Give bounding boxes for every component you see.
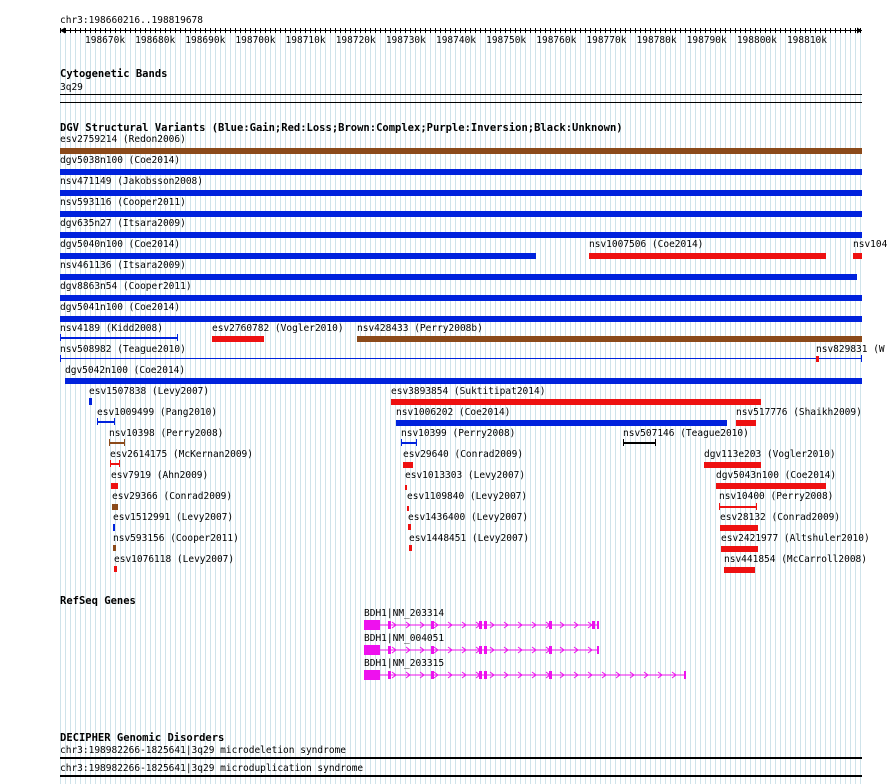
dgv-feature-label[interactable]: nsv10399 (Perry2008) [401,428,516,439]
exon [479,671,482,679]
ruler-region: chr3:198660216..198819678 [60,15,203,26]
exon [549,671,552,679]
ruler-tick-label: 198690k [185,35,226,46]
dgv-feature-label[interactable]: esv1009499 (Pang2010) [97,407,218,418]
exon [479,646,482,654]
dgv-feature-label[interactable]: esv2760782 (Vogler2010) [212,323,344,334]
dgv-feature-label[interactable]: nsv10398 (Perry2008) [109,428,224,439]
ruler-tick-label: 198750k [486,35,527,46]
ruler-tick-label: 198670k [85,35,126,46]
dgv-feature-label[interactable]: dgv5040n100 (Coe2014) [60,239,181,250]
dgv-feature-label[interactable]: esv29640 (Conrad2009) [403,449,524,460]
dgv-feature-label[interactable]: nsv507146 (Teague2010) [623,428,749,439]
dgv-feature-label[interactable]: dgv5041n100 (Coe2014) [60,302,181,313]
ruler-tick-label: 198800k [736,35,777,46]
dgv-feature-label[interactable]: dgv113e203 (Vogler2010) [704,449,836,460]
dgv-feature-label[interactable]: esv1448451 (Levy2007) [409,533,530,544]
ruler-tick-label: 198790k [686,35,727,46]
dgv-feature-label[interactable]: dgv5042n100 (Coe2014) [65,365,186,376]
ruler-tick-label: 198740k [435,35,477,46]
exon [684,671,686,679]
refseq-track-title[interactable]: RefSeq Genes [60,595,136,607]
exon [484,671,487,679]
dgv-feature-label[interactable]: nsv428433 (Perry2008b) [357,323,483,334]
decipher-feature-bar[interactable] [60,757,862,759]
ruler-tick-label: 198770k [586,35,627,46]
dgv-feature-label[interactable]: nsv593156 (Cooper2011) [113,533,239,544]
decipher-item[interactable]: chr3:198982266-1825641|3q29 microdeletion syndrome [60,745,346,756]
exon [431,621,434,629]
dgv-feature-label[interactable]: esv1507838 (Levy2007) [89,386,210,397]
dgv-feature-label[interactable]: esv2614175 (McKernan2009) [110,449,253,460]
exon [597,646,599,654]
ruler-tick-label: 198760k [536,35,577,46]
ruler-tick-label: 198810k [786,35,827,46]
exon [592,621,595,629]
gene-label[interactable]: BDH1|NM_203315 [364,658,445,669]
dgv-feature-label[interactable]: dgv5043n100 (Coe2014) [716,470,837,481]
gene-model [364,670,686,680]
ruler-tick-label: 198780k [636,35,677,46]
ruler-tick-label: 198710k [285,35,326,46]
exon [479,621,482,629]
dgv-feature-label[interactable]: nsv461136 (Itsara2009) [60,260,186,271]
exon [388,621,391,629]
exon [431,671,434,679]
dgv-feature-label[interactable]: dgv8863n54 (Cooper2011) [60,281,192,292]
gene-model [364,620,599,630]
exon [549,621,552,629]
cytoband-track-title[interactable]: Cytogenetic Bands [60,68,168,80]
dgv-feature-label[interactable]: nsv1006202 (Coe2014) [396,407,511,418]
dgv-feature-label[interactable]: dgv5038n100 (Coe2014) [60,155,181,166]
ruler-tick-label: 198700k [235,35,276,46]
dgv-feature-label[interactable]: esv1109840 (Levy2007) [407,491,528,502]
dgv-feature-label[interactable]: nsv441854 (McCarroll2008) [724,554,867,565]
dgv-feature-label[interactable]: esv1076118 (Levy2007) [114,554,235,565]
exon [364,670,380,680]
exon [484,621,487,629]
dgv-feature-label[interactable]: nsv517776 (Shaikh2009) [736,407,862,418]
gene-model [364,645,599,655]
decipher-feature-bar[interactable] [60,775,862,777]
dgv-feature-label[interactable]: nsv1007506 (Coe2014) [589,239,704,250]
dgv-feature-label[interactable]: nsv471149 (Jakobsson2008) [60,176,203,187]
dgv-feature-label[interactable]: esv29366 (Conrad2009) [112,491,233,502]
exon [388,671,391,679]
dgv-feature-label[interactable]: esv2759214 (Redon2006) [60,134,186,145]
cytoband-label[interactable]: 3q29 [60,82,83,93]
dgv-feature-label[interactable]: nsv508982 (Teague2010) [60,344,186,355]
dgv-feature-label[interactable]: esv2421977 (Altshuler2010) [721,533,870,544]
dgv-feature-label[interactable]: esv1436400 (Levy2007) [408,512,529,523]
ruler-tick-label: 198720k [335,35,376,46]
dgv-feature-label[interactable]: nsv104 [853,239,888,250]
exon [431,646,434,654]
dgv-feature-label[interactable]: esv1512991 (Levy2007) [113,512,234,523]
gene-label[interactable]: BDH1|NM_203314 [364,608,445,619]
dgv-feature-label[interactable]: esv1013303 (Levy2007) [405,470,526,481]
exon [597,621,599,629]
ruler-tick-label: 198680k [135,35,176,46]
ruler-tick-label: 198730k [385,35,426,46]
dgv-track-title[interactable]: DGV Structural Variants (Blue:Gain;Red:Loss;Brown:Complex;Purple:Inversion;Black:Unknown) [60,122,623,134]
decipher-track-title[interactable]: DECIPHER Genomic Disorders [60,732,225,744]
dgv-feature-label[interactable]: nsv593116 (Cooper2011) [60,197,186,208]
exon [364,620,380,630]
dgv-feature-label[interactable]: esv7919 (Ahn2009) [111,470,209,481]
decipher-item[interactable]: chr3:198982266-1825641|3q29 microduplication syndrome [60,763,364,774]
dgv-feature-label[interactable]: esv28132 (Conrad2009) [720,512,841,523]
dgv-feature-label[interactable]: dgv635n27 (Itsara2009) [60,218,186,229]
dgv-feature-label[interactable]: nsv10400 (Perry2008) [719,491,834,502]
dgv-feature-label[interactable]: esv3893854 (Suktitipat2014) [391,386,546,397]
dgv-feature-label[interactable]: nsv4189 (Kidd2008) [60,323,163,334]
exon [484,646,487,654]
exon [549,646,552,654]
exon [388,646,391,654]
dgv-feature-label[interactable]: nsv829831 (W [816,344,885,355]
gene-label[interactable]: BDH1|NM_004051 [364,633,445,644]
exon [364,645,380,655]
